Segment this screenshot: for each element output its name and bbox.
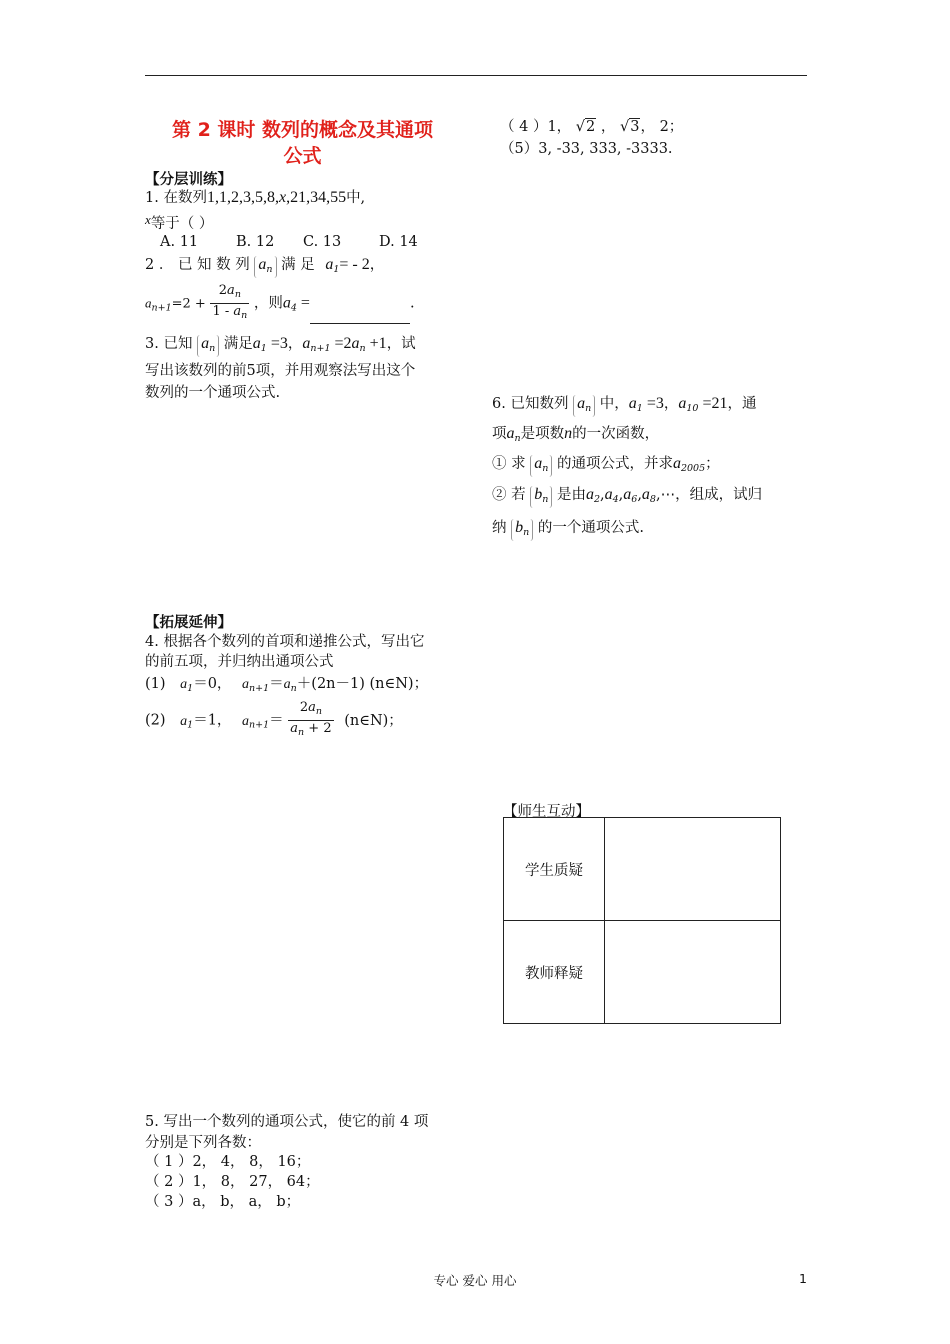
question-3-line-1: 3. 已知 $a_n$ 满足$a_1 =3$，$a_{n+1} =2a_n +1$，试 xyxy=(145,333,416,360)
row-label-teacher-answers: 教师释疑 xyxy=(504,921,605,1024)
sequence-brace-an: $a_n$ xyxy=(530,455,552,477)
row-label-student-questions: 学生质疑 xyxy=(504,818,605,921)
question-3-line-3: 数列的一个通项公式. xyxy=(145,385,281,401)
question-5-line-2: 分别是下列各数： xyxy=(145,1135,261,1151)
title-line-1: 第 2 课时 数列的概念及其通项 xyxy=(171,119,434,141)
section-extension: 【拓展延伸】 xyxy=(145,615,232,631)
section-layered-training: 【分层训练】 xyxy=(145,172,232,188)
footer-motto: 专心 爱心 用心 xyxy=(433,1273,517,1288)
question-4-line-2: 的前五项，并归纳出通项公式 xyxy=(145,654,334,670)
option-c: C. 13 xyxy=(303,234,342,250)
question-5-item-2: （ 2 ）1， 8， 27， 64； xyxy=(145,1174,320,1190)
option-a: A. 11 xyxy=(160,234,199,250)
question-2-line-2: $a_{n+1}=2$ + $\frac{2a_n}{1 - a_n}$ ，则$a_4$ = . xyxy=(145,283,415,324)
question-1-line-2: x等于（ ） xyxy=(145,212,214,232)
question-6-part-2-cont: 纳 $b_n$ 的一个通项公式. xyxy=(492,517,644,541)
sequence-brace-an: $a_n$ xyxy=(254,256,276,278)
sequence-brace-an: $a_n$ xyxy=(197,335,219,357)
question-3-line-2: 写出该数列的前5项，并用观察法写出这个 xyxy=(145,363,416,379)
table-row xyxy=(504,921,781,1024)
answer-blank[interactable] xyxy=(310,309,410,324)
section-interaction: 【师生互动】 xyxy=(503,804,590,820)
question-6-part-1: ① 求 $a_n$ 的通项公式，并求$a_{2005}$； xyxy=(492,453,720,480)
interaction-table xyxy=(503,817,781,1024)
fraction-2an-over-1-an: $\frac{2a_n}{1 - a_n}$ xyxy=(212,283,248,321)
page-number: 1 xyxy=(799,1271,807,1286)
option-d: D. 14 xyxy=(379,234,418,250)
fraction-2an-over-an-plus-2: $\frac{2a_n}{a_n + 2}$ xyxy=(290,700,332,738)
teacher-answers-cell[interactable] xyxy=(605,921,781,1024)
option-b: B. 12 xyxy=(236,234,275,250)
sequence-brace-bn: $b_n$ xyxy=(511,519,533,541)
page-title xyxy=(145,117,460,169)
sequence-brace-bn: $b_n$ xyxy=(530,486,552,508)
sqrt-2: √2 xyxy=(575,119,596,135)
table-row xyxy=(504,818,781,921)
question-5-item-4: （ 4 ）1， √2 ， √3， 2； xyxy=(500,116,683,138)
question-1-line-1: 1. 在数列1,1,2,3,5,8,x,21,34,55中, xyxy=(145,189,366,206)
sqrt-3: √3 xyxy=(619,119,640,135)
question-5-item-1: （ 1 ）2， 4， 8， 16； xyxy=(145,1154,311,1170)
header-rule xyxy=(145,75,807,76)
question-6-line-2: 项$a_n$是项数n的一次函数， xyxy=(492,425,660,444)
question-5-item-5: （5）3, -33, 333, -3333. xyxy=(500,141,673,157)
question-4-line-1: 4. 根据各个数列的首项和递推公式，写出它 xyxy=(145,634,425,650)
question-2-line-1: 2 ． 已 知 数 列 $a_n$ 满 足 $a_1= - 2$， xyxy=(145,254,458,281)
question-4-part-1: (1) $a_1=0$， $a_{n+1}=a_n+(2n-1)$ (n∈N)； xyxy=(145,676,429,694)
question-4-part-2: (2) $a_1=1$， $a_{n+1}=$ $\frac{2a_n}{a_n + 2}$ (n∈N)； xyxy=(145,700,403,741)
question-6-line-1: 6. 已知数列 $a_n$ 中，$a_1 =3$，$a_{10} =21$，通 xyxy=(492,393,807,420)
question-1-options xyxy=(160,231,418,253)
sequence-brace-an: $a_n$ xyxy=(573,395,595,417)
question-5-item-3: （ 3 ）a， b， a， b； xyxy=(145,1194,301,1210)
question-5-line-1: 5. 写出一个数列的通项公式，使它的前 4 项 xyxy=(145,1114,429,1130)
question-6-part-2: ② 若 $b_n$ 是由$a_2,a_4,a_6,a_8,\cdots$，组成，试归 xyxy=(492,484,807,511)
title-line-2: 公式 xyxy=(283,145,322,167)
student-questions-cell[interactable] xyxy=(605,818,781,921)
